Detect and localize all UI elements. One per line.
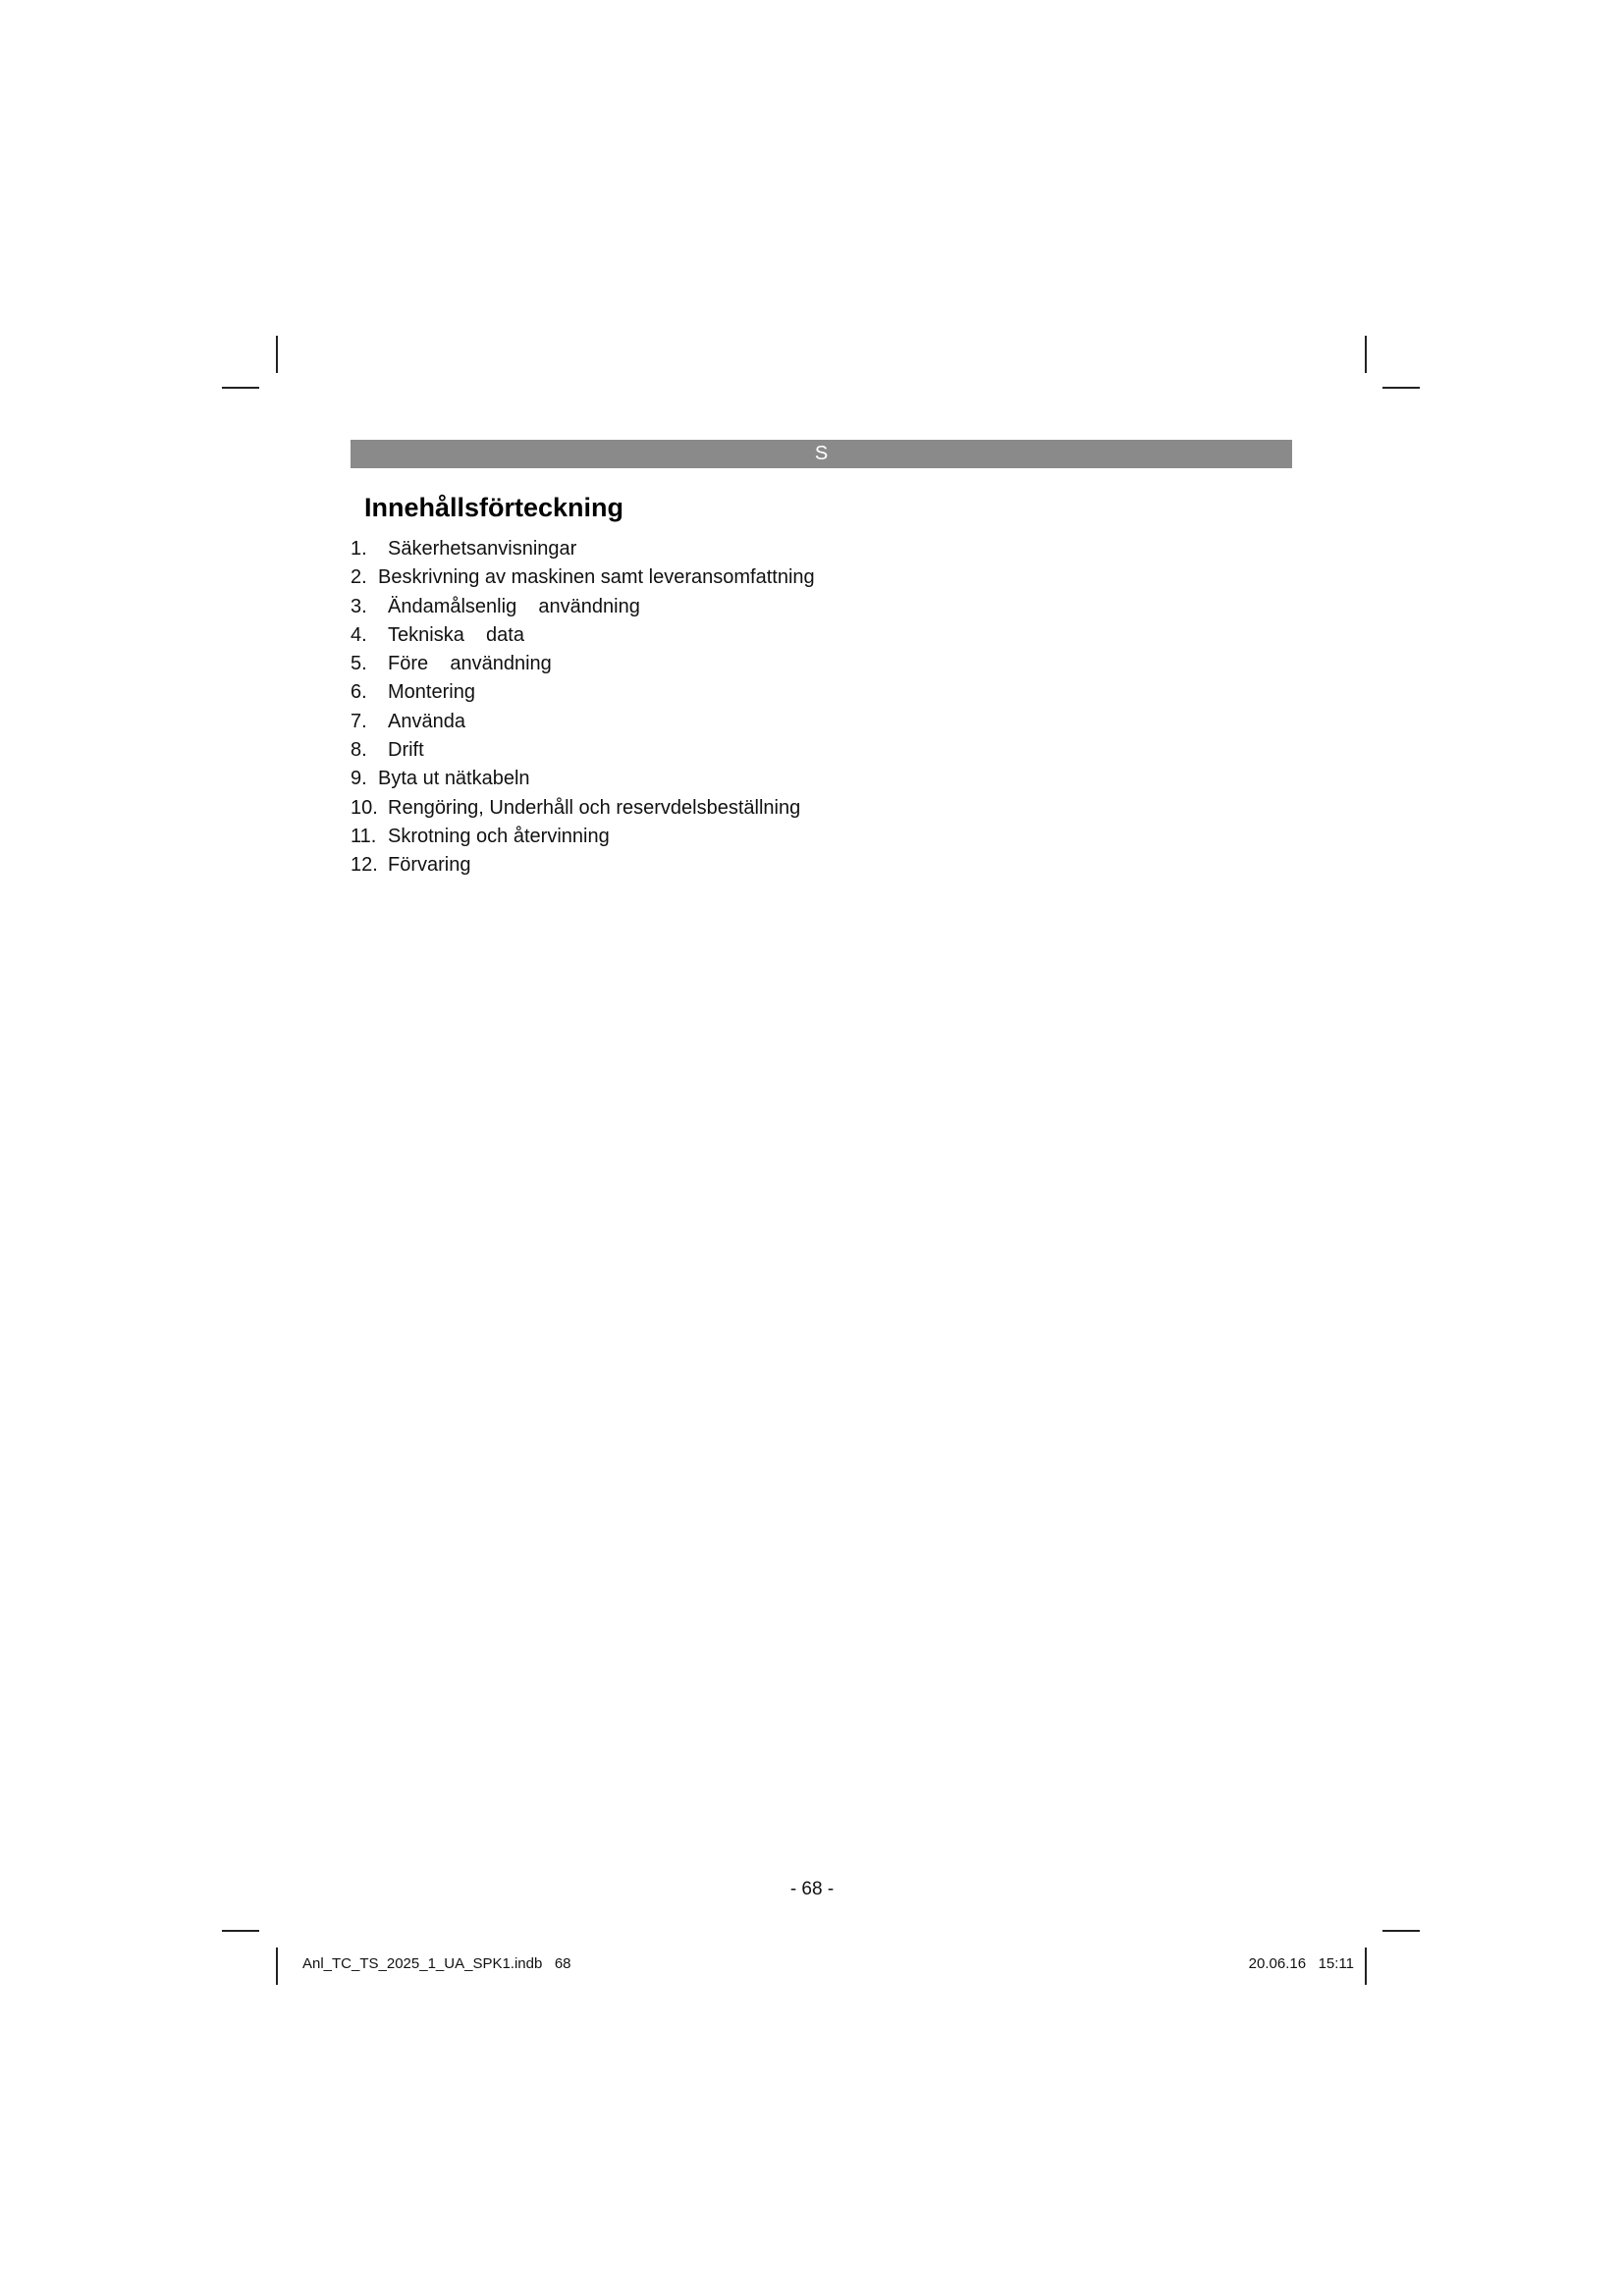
crop-mark-top-left-horizontal	[222, 387, 259, 389]
page-number: - 68 -	[789, 1879, 835, 1899]
toc-item	[351, 851, 815, 880]
toc-item-label: Använda	[388, 710, 465, 732]
crop-mark-top-right-horizontal	[1382, 387, 1420, 389]
toc-item	[351, 765, 815, 793]
toc-item-number: 1.	[351, 538, 367, 560]
crop-mark-bottom-right-vertical	[1365, 1948, 1367, 1985]
toc-item-number: 7.	[351, 710, 367, 732]
crop-mark-top-right-vertical	[1365, 336, 1367, 373]
toc-item-label: Beskrivning av maskinen samt leveransomfattning	[378, 566, 815, 589]
toc-item	[351, 563, 815, 592]
toc-item	[351, 535, 815, 563]
toc-item-label: Förvaring	[388, 854, 471, 877]
toc-item-label: Skrotning och återvinning	[388, 825, 610, 847]
toc-item-number: 2.	[351, 566, 367, 589]
crop-mark-bottom-left-horizontal	[222, 1930, 259, 1932]
toc-item-label: Säkerhetsanvisningar	[388, 538, 577, 560]
crop-mark-bottom-left-vertical	[276, 1948, 278, 1985]
toc-item	[351, 794, 815, 823]
crop-mark-top-left-vertical	[276, 336, 278, 373]
toc-item-label: Drift	[388, 739, 424, 762]
toc-item-label: Ändamålsenlig användning	[388, 595, 640, 617]
toc-item-number: 8.	[351, 739, 367, 762]
toc-item	[351, 708, 815, 736]
toc-item-number: 9.	[351, 768, 367, 790]
toc-list	[351, 535, 815, 881]
toc-title: Innehållsförteckning	[364, 493, 624, 522]
toc-item	[351, 621, 815, 650]
toc-item	[351, 736, 815, 765]
toc-item	[351, 678, 815, 707]
toc-item-number: 10.	[351, 796, 378, 819]
toc-item-label: Före användning	[388, 653, 552, 675]
crop-mark-bottom-right-horizontal	[1382, 1930, 1420, 1932]
toc-item-number: 6.	[351, 681, 367, 704]
toc-item-label: Montering	[388, 681, 475, 704]
toc-item	[351, 823, 815, 851]
toc-item-label: Rengöring, Underhåll och reservdelsbeställning	[388, 796, 801, 819]
toc-item	[351, 593, 815, 621]
footer-date-slug: 20.06.16 15:11	[1248, 1955, 1354, 1972]
footer-file-slug: Anl_TC_TS_2025_1_UA_SPK1.indb 68	[302, 1955, 571, 1972]
toc-item-label: Tekniska data	[388, 623, 524, 646]
toc-item-label: Byta ut nätkabeln	[378, 768, 530, 790]
toc-item-number: 5.	[351, 653, 367, 675]
language-code: S	[814, 443, 829, 464]
toc-item-number: 3.	[351, 595, 367, 617]
language-bar	[351, 440, 1292, 468]
toc-item-number: 11.	[351, 825, 377, 847]
toc-item	[351, 650, 815, 678]
toc-item-number: 4.	[351, 623, 367, 646]
toc-item-number: 12.	[351, 854, 378, 877]
